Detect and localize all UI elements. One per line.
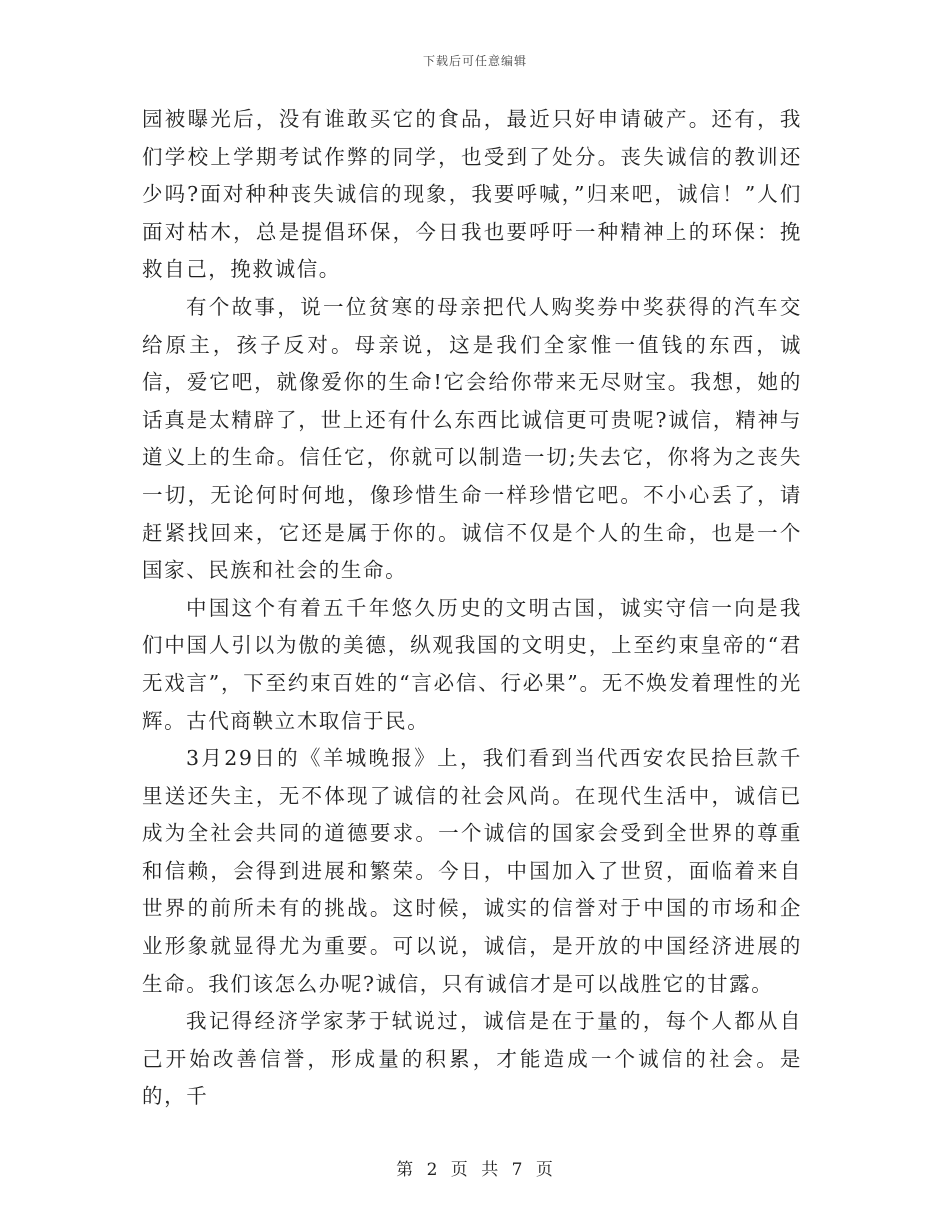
page-number-footer: 第 2 页 共 7 页 xyxy=(396,1160,554,1180)
paragraph-continued: 园被曝光后，没有谁敢买它的食品，最近只好申请破产。还有，我们学校上学期考试作弊的同学，也受到了处分。丧失诚信的教训还少吗?面对种种丧失诚信的现象，我要呼喊，”归来吧，诚信！”人们面对枯木，总是提倡环保，今日我也要呼吁一种精神上的环保：挽救自己，挽救诚信。 xyxy=(142,107,802,282)
paragraph-china-history: 中国这个有着五千年悠久历史的文明古国，诚实守信一向是我们中国人引以为傲的美德，纵观我国的文明史，上至约束皇帝的“君无戏言”，下至约束百姓的“言必信、行必果”。无不焕发着理性的光辉。古代商鞅立木取信于民。 xyxy=(142,595,802,733)
document-body xyxy=(142,101,802,1116)
paragraph-economist: 我记得经济学家茅于轼说过，诚信是在于量的，每个人都从自己开始改善信誉，形成量的积累，才能造成一个诚信的社会。是的，千 xyxy=(142,1009,802,1109)
paragraph-news: 3月29日的《羊城晚报》上，我们看到当代西安农民拾巨款千里送还失主，无不体现了诚信的社会风尚。在现代生活中，诚信已成为全社会共同的道德要求。一个诚信的国家会受到全世界的尊重和信赖，会得到进展和繁荣。今日，中国加入了世贸，面临着来自世界的前所未有的挑战。这时候，诚实的信誉对于中国的市场和企业形象就显得尤为重要。可以说，诚信，是开放的中国经济进展的生命。我们该怎么办呢?诚信，只有诚信才是可以战胜它的甘露。 xyxy=(142,746,802,996)
paragraph-story: 有个故事，说一位贫寒的母亲把代人购奖券中奖获得的汽车交给原主，孩子反对。母亲说，这是我们全家惟一值钱的东西，诚信，爱它吧，就像爱你的生命!它会给你带来无尽财宝。我想，她的话真是太精辟了，世上还有什么东西比诚信更可贵呢?诚信，精神与道义上的生命。信任它，你就可以制造一切;失去它，你将为之丧失一切，无论何时何地，像珍惜生命一样珍惜它吧。不小心丢了，请赶紧找回来，它还是属于你的。诚信不仅是个人的生命，也是一个国家、民族和社会的生命。 xyxy=(142,294,802,583)
page-header-note: 下载后可任意编辑 xyxy=(422,54,527,68)
